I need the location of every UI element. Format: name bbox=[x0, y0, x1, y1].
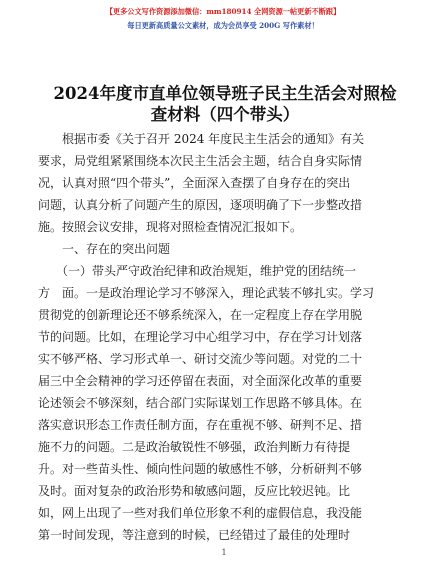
text-line: 施不力的问题。二是政治敏锐性不够强，政治判断力有待提 bbox=[38, 440, 351, 454]
banner-line-1: 【更多公文写作资源添加微信：mm180914 全网资源一帖更新不断跟】 bbox=[105, 7, 341, 16]
document-body bbox=[38, 128, 410, 546]
title-line-2: 查材料（四个带头） bbox=[150, 105, 300, 124]
text-line: 届三中全会精神的学习还停留在表面，对全面深化改革的重要 bbox=[38, 374, 363, 388]
text-line: 施。按照会议安排，现将对照检查情况汇报如下。 bbox=[38, 220, 303, 234]
text-line: 问题，认真分析了问题产生的原因，逐项明确了下一步整改措 bbox=[38, 198, 363, 212]
text-line: （一）带头严守政治纪律和政治规矩，维护党的团结统一 bbox=[38, 264, 357, 278]
text-line: 及时。面对复杂的政治形势和敏感问题，反应比较迟钝。比 bbox=[38, 484, 351, 498]
intro-paragraph bbox=[38, 128, 410, 238]
title-line-1: 2024年度市直单位领导班子民主生活会对照检 bbox=[53, 84, 397, 103]
section-paragraph bbox=[38, 260, 410, 546]
text-line: 节的问题。比如，在理论学习中心组学习中，存在学习计划落 bbox=[38, 330, 363, 344]
text-line: 如，网上出现了一些对我们单位形象不利的虚假信息，我没能 bbox=[38, 506, 363, 520]
banner-line-2: 每日更新高质量公文素材，成为会员享受 200G 写作素材！ bbox=[127, 21, 319, 30]
promo-banner bbox=[92, 6, 354, 42]
text-line: 贯彻党的创新理论还不够系统深入，在一定程度上存在学用脱 bbox=[38, 308, 363, 322]
text-line: 况，认真对照“四个带头”，全面深入查摆了自身存在的突出 bbox=[38, 176, 351, 190]
text-line: 方 面。一是政治理论学习不够深入，理论武装不够扎实。学习 bbox=[38, 286, 375, 300]
text-line: 落实意识形态工作责任制方面，存在重视不够、研判不足、措 bbox=[38, 418, 363, 432]
text-line: 第一时间发现，等注意到的时候，已经错过了最佳的处理时 bbox=[38, 528, 351, 542]
heading-line: 一、存在的突出问题 bbox=[38, 242, 171, 256]
text-line: 要求，局党组紧紧围绕本次民主生活会主题，结合自身实际情 bbox=[38, 154, 363, 168]
section-heading bbox=[38, 238, 410, 260]
page-number: 1 bbox=[221, 548, 227, 557]
document-title bbox=[40, 83, 410, 125]
text-line: 论述领会不够深刻，结合部门实际谋划工作思路不够具体。在 bbox=[38, 396, 363, 410]
text-line: 根据市委《关于召开 2024 年度民主生活会的通知》有关 bbox=[38, 132, 365, 146]
text-line: 实不够严格、学习形式单一、研讨交流少等问题。对党的二十 bbox=[38, 352, 363, 366]
text-line: 升。对一些苗头性、倾向性问题的敏感性不够，分析研判不够 bbox=[38, 462, 363, 476]
